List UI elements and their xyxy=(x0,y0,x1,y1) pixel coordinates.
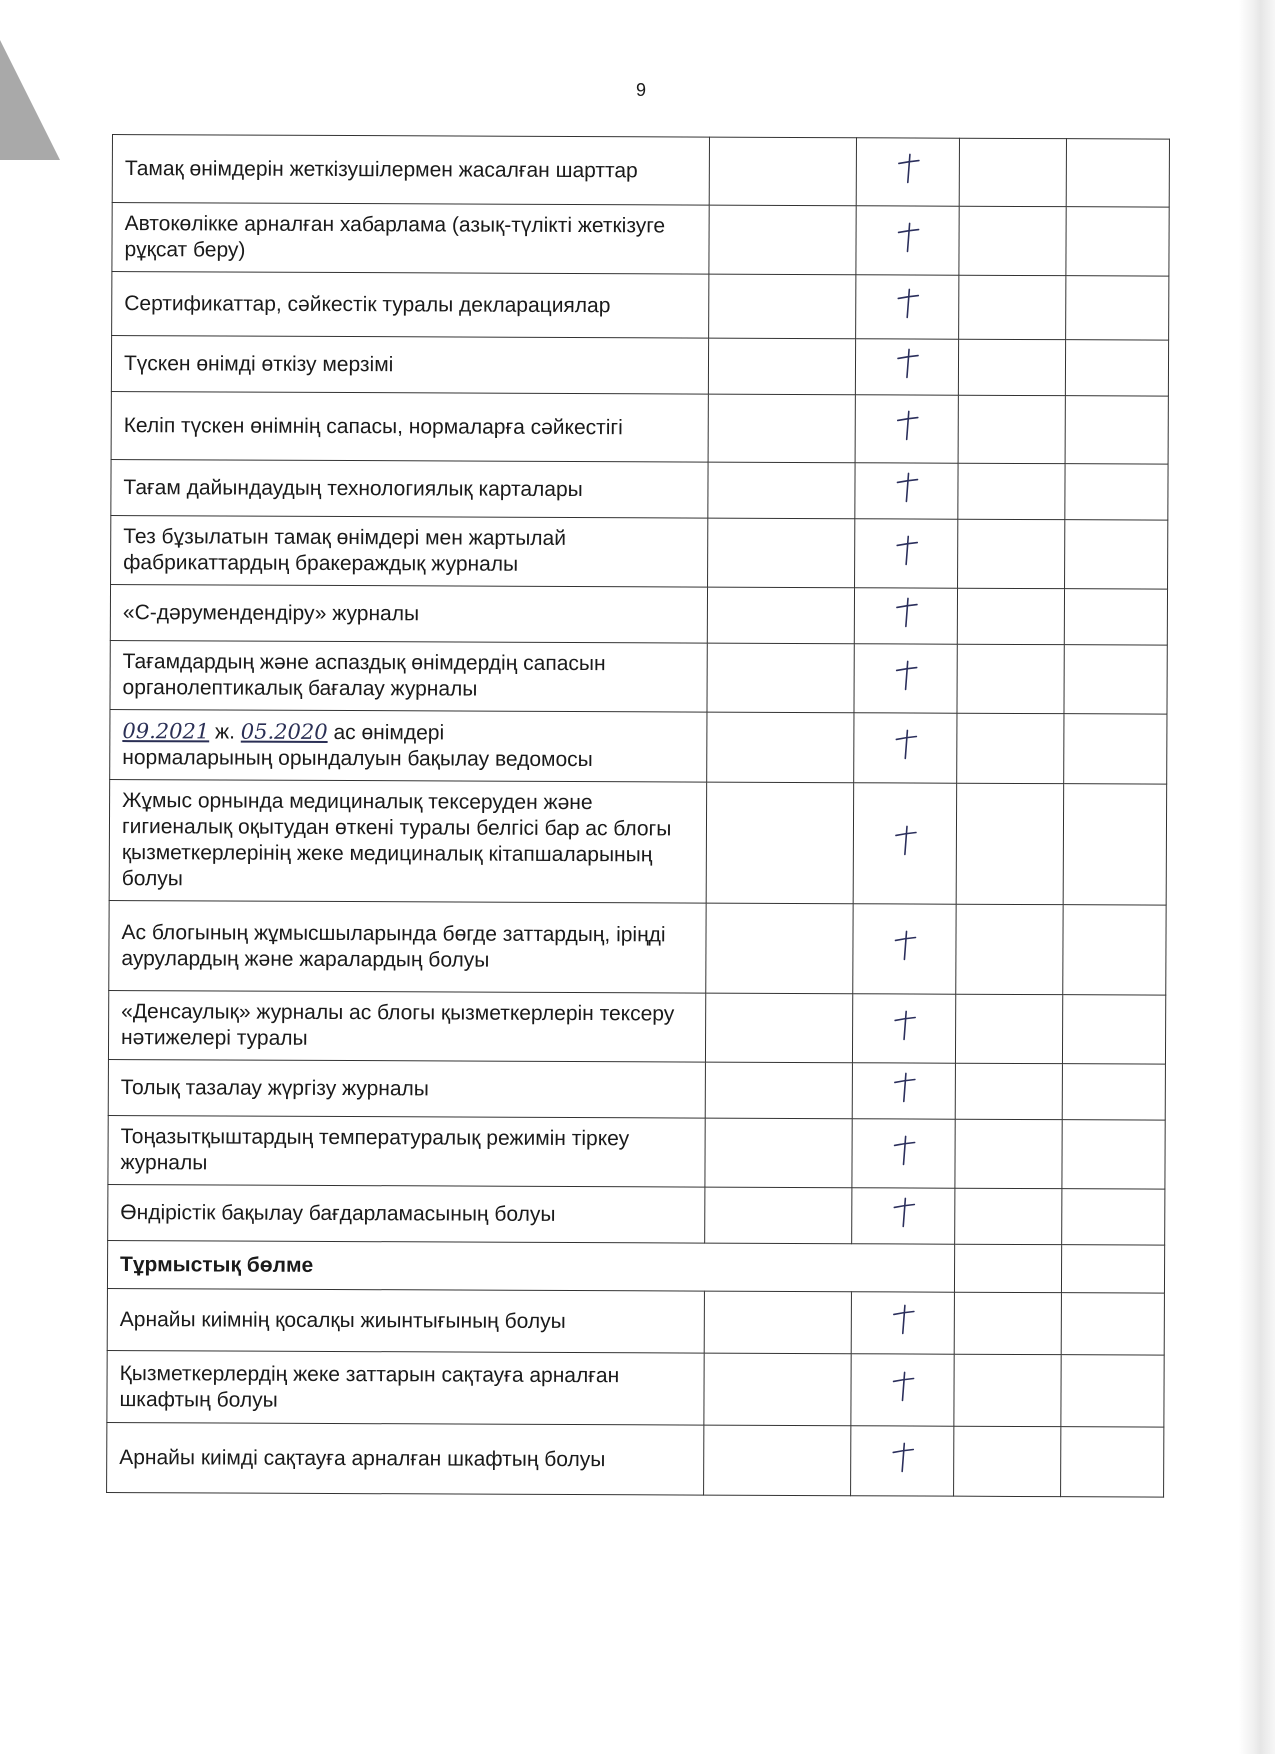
plus-icon xyxy=(891,1303,917,1335)
plus-icon xyxy=(895,347,921,379)
table-row xyxy=(109,779,1167,905)
plus-icon xyxy=(895,287,921,319)
description-text: ас өнімдері xyxy=(333,720,445,745)
status-cell xyxy=(851,1354,954,1426)
status-cell xyxy=(954,1292,1061,1354)
status-cell xyxy=(852,1119,955,1188)
handwritten-plus-mark xyxy=(894,596,920,628)
status-cell xyxy=(1064,645,1167,714)
status-cell xyxy=(708,518,855,588)
date-separator: ж. xyxy=(215,720,236,744)
handwritten-plus-mark xyxy=(894,534,920,566)
table-row xyxy=(108,990,1165,1064)
status-cell xyxy=(706,903,853,994)
table-row xyxy=(110,584,1167,645)
status-cell xyxy=(853,994,956,1063)
table-row xyxy=(109,900,1166,995)
status-cell xyxy=(955,1244,1062,1292)
status-cell xyxy=(855,588,958,644)
status-cell xyxy=(1063,905,1166,995)
row-description: «Денсаулық» журналы ас блогы қызметкерлерін тексеру нәтижелері туралы xyxy=(108,990,706,1062)
status-cell xyxy=(707,782,854,904)
status-cell xyxy=(956,904,1063,994)
status-cell xyxy=(851,1292,954,1354)
mark-value xyxy=(917,1371,918,1372)
status-cell xyxy=(1066,207,1169,276)
status-cell xyxy=(956,783,1063,904)
handwritten-plus-mark xyxy=(891,1370,917,1402)
status-cell xyxy=(1065,396,1168,464)
plus-icon xyxy=(896,152,922,184)
status-cell xyxy=(957,644,1064,713)
status-cell xyxy=(959,339,1066,395)
handwritten-plus-mark xyxy=(896,152,922,184)
status-cell xyxy=(1064,714,1167,784)
plus-icon xyxy=(892,1071,918,1103)
plus-icon xyxy=(894,728,920,760)
plus-icon xyxy=(894,659,920,691)
handwritten-plus-mark xyxy=(895,471,921,503)
status-cell xyxy=(959,206,1066,275)
handwritten-plus-mark xyxy=(895,287,921,319)
status-cell xyxy=(854,644,957,713)
status-cell xyxy=(704,1425,851,1496)
plus-icon xyxy=(894,534,920,566)
status-cell xyxy=(958,463,1065,519)
status-cell xyxy=(705,1187,852,1244)
status-cell xyxy=(955,1188,1062,1244)
plus-icon xyxy=(892,1009,918,1041)
status-cell xyxy=(956,994,1063,1063)
handwritten-plus-mark xyxy=(891,1303,917,1335)
status-cell xyxy=(704,1353,851,1426)
status-cell xyxy=(1062,1120,1165,1189)
plus-icon xyxy=(893,824,919,856)
status-cell xyxy=(959,275,1066,339)
plus-icon xyxy=(896,221,922,253)
mark-value xyxy=(922,221,923,222)
status-cell xyxy=(1062,1189,1165,1245)
status-cell xyxy=(706,1062,853,1119)
status-cell xyxy=(709,394,856,463)
row-description: Тез бұзылатын тамақ өнімдері мен жартылай фабрикаттардың бракераждық журналы xyxy=(111,515,709,587)
mark-value xyxy=(921,534,922,535)
mark-value xyxy=(918,1134,919,1135)
status-cell xyxy=(1061,1355,1164,1427)
status-cell xyxy=(957,713,1064,783)
status-cell xyxy=(1061,1427,1164,1497)
status-cell xyxy=(856,138,959,206)
table-row xyxy=(107,1288,1164,1355)
handwritten-plus-mark xyxy=(896,221,922,253)
table-row xyxy=(111,336,1168,397)
row-description xyxy=(110,709,708,782)
status-cell xyxy=(856,339,959,395)
status-cell xyxy=(855,395,958,463)
date-to-field: 05.2020 xyxy=(240,719,328,744)
status-cell xyxy=(708,462,855,519)
scan-edge-pages xyxy=(1239,0,1275,1754)
plus-icon xyxy=(893,929,919,961)
mark-value xyxy=(918,1197,919,1198)
status-cell xyxy=(1066,139,1169,207)
mark-value xyxy=(921,410,922,411)
row-description: Арнайы киімнің қосалқы жиынтығының болуы xyxy=(107,1288,705,1353)
status-cell xyxy=(851,1426,954,1496)
table-row xyxy=(112,135,1169,208)
row-description: Жұмыс орнында медициналық тексеруден және гигиеналық оқытудан өткені туралы белгісі бар ас блогы қызметкерлерінің жеке медициналық кітапшаларының болуы xyxy=(109,779,707,903)
mark-value xyxy=(921,472,922,473)
status-cell xyxy=(709,338,856,395)
row-description: Қызметкерлердің жеке заттарын сақтауға арналған шкафтың болуы xyxy=(107,1350,705,1425)
status-cell xyxy=(856,206,959,275)
table-row xyxy=(111,459,1168,520)
mark-value xyxy=(922,288,923,289)
handwritten-plus-mark xyxy=(893,824,919,856)
row-description: Тамақ өнімдерін жеткізушілермен жасалған шарттар xyxy=(112,135,710,206)
section-header-row xyxy=(107,1240,1164,1293)
description-text: нормаларының орындалуын бақылау ведомосы xyxy=(122,746,593,772)
plus-icon xyxy=(895,409,921,441)
row-description: Тағамдардың және аспаздық өнімдердің сапасын органолептикалық бағалау журналы xyxy=(110,640,708,712)
description-line xyxy=(122,718,697,748)
status-cell xyxy=(852,1188,955,1244)
row-description: Келіп түскен өнімнің сапасы, нормаларға сәйкестігі xyxy=(111,391,709,462)
row-description: Түскен өнімді өткізу мерзімі xyxy=(111,336,709,395)
status-cell xyxy=(706,993,853,1063)
status-cell xyxy=(710,137,857,206)
row-description: Толық тазалау жүргізу журналы xyxy=(108,1059,706,1118)
checklist-table xyxy=(106,134,1170,1498)
handwritten-plus-mark xyxy=(892,1009,918,1041)
status-cell xyxy=(708,587,855,644)
status-cell xyxy=(958,519,1065,588)
table-row xyxy=(112,203,1169,277)
plus-icon xyxy=(892,1134,918,1166)
status-cell xyxy=(854,713,957,783)
status-cell xyxy=(958,588,1065,644)
status-cell xyxy=(959,138,1066,206)
status-cell xyxy=(1065,340,1168,396)
status-cell xyxy=(709,274,856,339)
mark-value xyxy=(922,153,923,154)
row-description: Арнайы киімді сақтауға арналған шкафтың болуы xyxy=(107,1422,705,1495)
scan-edge-shadow xyxy=(0,40,60,160)
plus-icon xyxy=(891,1196,917,1228)
table-row xyxy=(107,1422,1164,1497)
handwritten-plus-mark xyxy=(890,1441,916,1473)
status-cell xyxy=(1063,784,1166,905)
mark-value xyxy=(918,1009,919,1010)
status-cell xyxy=(855,463,958,519)
handwritten-plus-mark xyxy=(893,929,919,961)
status-cell xyxy=(954,1426,1061,1496)
page-number: 9 xyxy=(635,80,646,100)
row-description: Ас блогының жұмысшыларында бөгде заттардың, іріңді аурулардың және жаралардың болуы xyxy=(109,900,707,993)
table-row xyxy=(107,1350,1164,1427)
row-description: Тоңазытқыштардың температуралық режимін тіркеу журналы xyxy=(108,1115,706,1187)
mark-value xyxy=(920,597,921,598)
status-cell xyxy=(1064,589,1167,645)
mark-value xyxy=(920,659,921,660)
status-cell xyxy=(856,275,959,339)
status-cell xyxy=(1063,995,1166,1064)
row-description: Тағам дайындаудың технологиялық карталары xyxy=(111,459,709,518)
row-description: «С-дәрумендендіру» журналы xyxy=(110,584,708,643)
section-title: Тұрмыстық бөлме xyxy=(107,1240,954,1292)
mark-value xyxy=(919,824,920,825)
status-cell xyxy=(955,1119,1062,1188)
status-cell xyxy=(955,1063,1062,1119)
row-description: Сертификаттар, сәйкестік туралы декларациялар xyxy=(112,272,710,339)
status-cell xyxy=(707,643,854,713)
status-cell xyxy=(1065,520,1168,589)
plus-icon xyxy=(895,471,921,503)
table-row xyxy=(108,1059,1165,1120)
handwritten-plus-mark xyxy=(895,347,921,379)
status-cell xyxy=(707,712,854,783)
table-row xyxy=(110,709,1167,784)
plus-icon xyxy=(894,596,920,628)
status-cell xyxy=(853,1063,956,1119)
mark-value xyxy=(919,930,920,931)
table-row xyxy=(110,640,1167,714)
status-cell xyxy=(1066,276,1169,340)
status-cell xyxy=(709,205,856,275)
table-row xyxy=(111,515,1168,589)
table-row xyxy=(108,1115,1165,1189)
handwritten-plus-mark xyxy=(894,728,920,760)
checklist-body xyxy=(107,135,1170,1498)
mark-value xyxy=(917,1442,918,1443)
status-cell xyxy=(1062,1064,1165,1120)
plus-icon xyxy=(891,1370,917,1402)
date-from-field: 09.2021 xyxy=(122,719,210,744)
table-row xyxy=(108,1184,1165,1245)
mark-value xyxy=(918,1072,919,1073)
status-cell xyxy=(1062,1245,1165,1293)
status-cell xyxy=(855,519,958,588)
handwritten-plus-mark xyxy=(892,1071,918,1103)
status-cell xyxy=(1065,464,1168,520)
mark-value xyxy=(920,729,921,730)
handwritten-plus-mark xyxy=(894,659,920,691)
mark-value xyxy=(917,1304,918,1305)
table-row xyxy=(112,272,1169,341)
status-cell xyxy=(1061,1293,1164,1355)
status-cell xyxy=(958,395,1065,463)
status-cell xyxy=(705,1291,852,1354)
table-row xyxy=(111,391,1168,464)
row-description: Автокөлікке арналған хабарлама (азық-түлікті жеткізуге рұқсат беру) xyxy=(112,203,710,275)
status-cell xyxy=(954,1354,1061,1426)
status-cell xyxy=(853,904,956,994)
handwritten-plus-mark xyxy=(895,409,921,441)
row-description: Өндірістік бақылау бағдарламасының болуы xyxy=(108,1184,706,1243)
handwritten-plus-mark xyxy=(892,1134,918,1166)
handwritten-plus-mark xyxy=(891,1196,917,1228)
plus-icon xyxy=(890,1441,916,1473)
status-cell xyxy=(853,783,956,904)
mark-value xyxy=(921,348,922,349)
status-cell xyxy=(705,1118,852,1188)
